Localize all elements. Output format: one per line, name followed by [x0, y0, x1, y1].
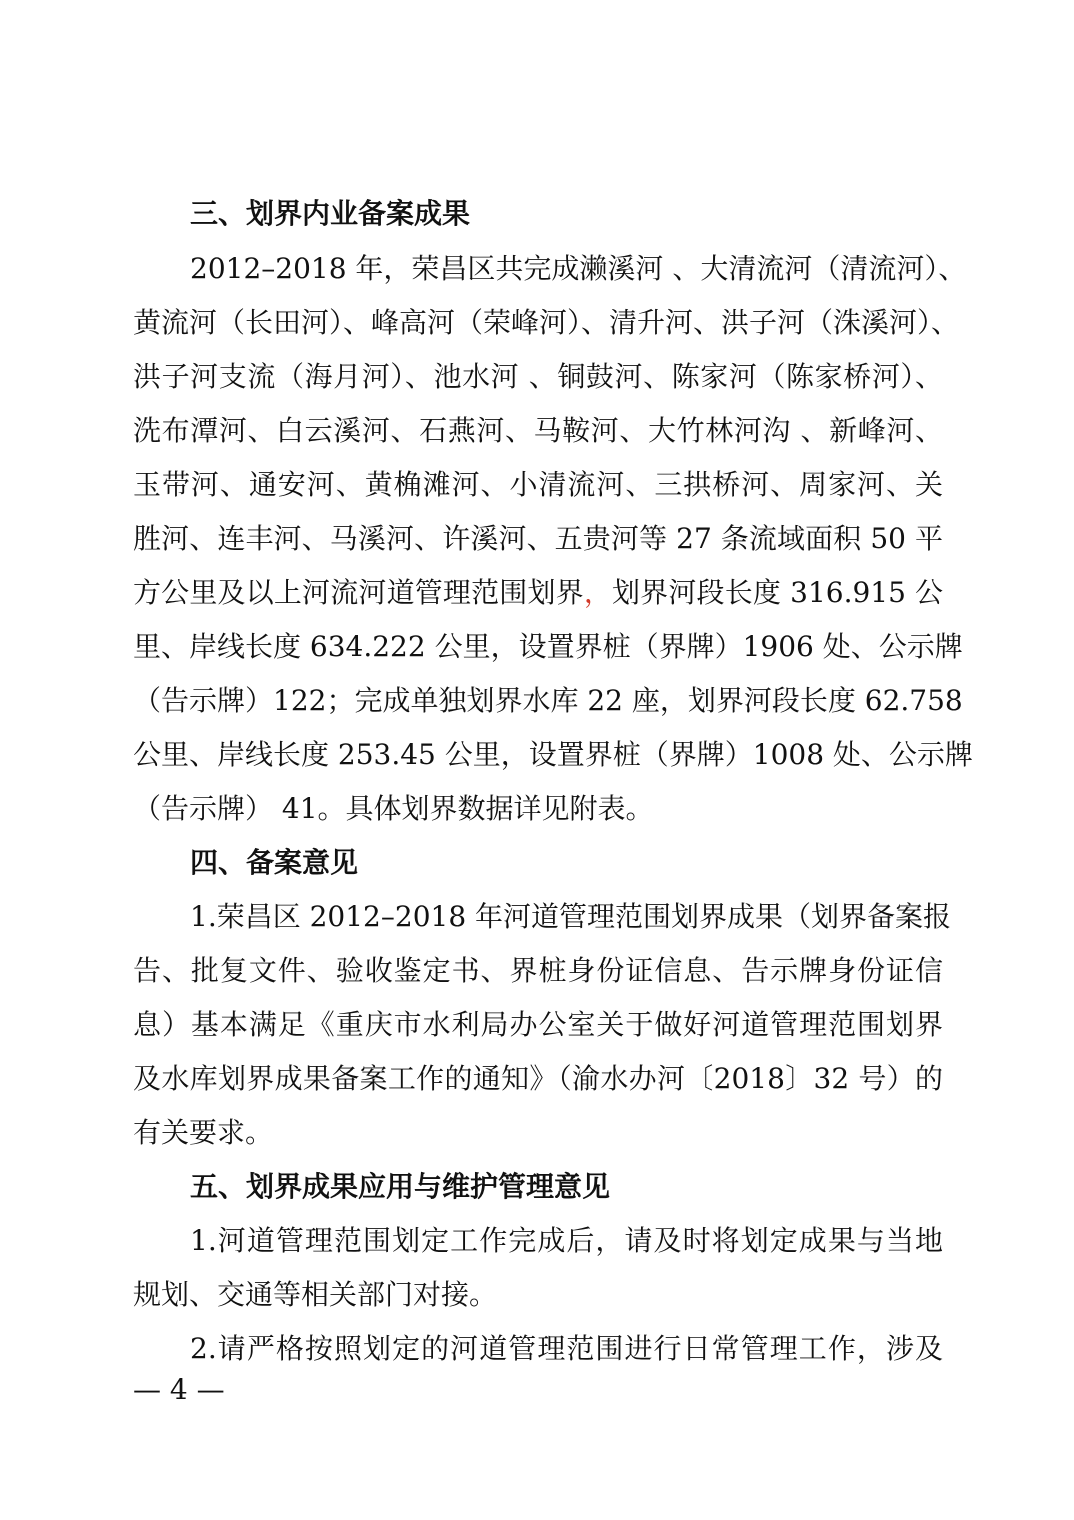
paragraph-line: （告示牌）122；完成单独划界水库 22 座，划界河段长度 62.758: [133, 684, 963, 717]
paragraph-line: 公里、岸线长度 253.45 公里，设置界桩（界牌）1008 处、公示牌: [133, 738, 973, 771]
paragraph-line: 告、批复文件、验收鉴定书、界桩身份证信息、告示牌身份证信: [133, 954, 943, 987]
paragraph-line: 黄流河（长田河）、峰高河（荣峰河）、清升河、洪子河（洙溪河）、: [133, 306, 960, 339]
paragraph-segment: 划界河段长度 316.915 公: [612, 576, 943, 609]
paragraph-line: 有关要求。: [133, 1116, 274, 1149]
paragraph-line: （告示牌） 41。具体划界数据详见附表。: [133, 792, 654, 825]
paragraph-segment: 方公里及以上河流河道管理范围划界: [133, 576, 584, 609]
heading-section-4: 四、备案意见: [190, 846, 359, 879]
highlighted-comma: ，: [583, 576, 612, 609]
paragraph-line: 1.荣昌区 2012–2018 年河道管理范围划界成果（划界备案报: [190, 900, 952, 933]
paragraph-line: 洪子河支流（海月河）、池水河 、铜鼓河、陈家河（陈家桥河）、: [133, 360, 943, 393]
paragraph-line: 规划、交通等相关部门对接。: [133, 1278, 498, 1311]
paragraph-line: 2012–2018 年，荣昌区共完成濑溪河 、大清流河（清流河）、: [190, 252, 967, 285]
paragraph-line: 胜河、连丰河、马溪河、许溪河、五贵河等 27 条流域面积 50 平: [133, 522, 943, 555]
paragraph-line: 玉带河、通安河、黄桷滩河、小清流河、三拱桥河、周家河、关: [133, 468, 943, 501]
paragraph-line: 洗布潭河、白云溪河、石燕河、马鞍河、大竹林河沟 、新峰河、: [133, 414, 943, 447]
page-number: — 4 —: [133, 1373, 225, 1406]
paragraph-line: [133, 573, 943, 613]
heading-section-5: 五、划界成果应用与维护管理意见: [190, 1170, 611, 1203]
paragraph-line: 2.请严格按照划定的河道管理范围进行日常管理工作，涉及: [190, 1332, 943, 1365]
paragraph-line: 1.河道管理范围划定工作完成后，请及时将划定成果与当地: [190, 1224, 943, 1257]
paragraph-line: 及水库划界成果备案工作的通知》（渝水办河〔2018〕32 号）的: [133, 1062, 943, 1095]
heading-section-3: 三、划界内业备案成果: [190, 197, 471, 230]
paragraph-line: 息）基本满足《重庆市水利局办公室关于做好河道管理范围划界: [133, 1008, 943, 1041]
paragraph-line: 里、岸线长度 634.222 公里，设置界桩（界牌）1906 处、公示牌: [133, 630, 963, 663]
